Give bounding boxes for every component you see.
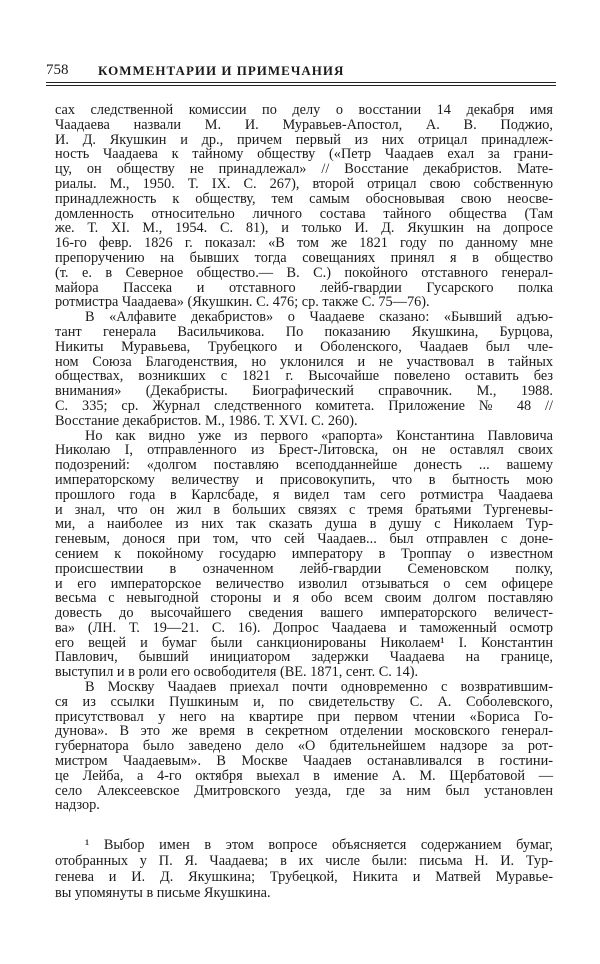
text-line: Никиты Муравьева, Трубецкого и Оболенского, Чаадаев был чле- — [55, 338, 553, 355]
text-line: Чаадаева назвали М. И. Муравьев-Апостол, А. В. Поджио, — [55, 116, 553, 133]
footnote-line: отобранных у П. Я. Чаадаева; в их числе были: письма Н. И. Тур- — [55, 853, 553, 869]
running-header — [46, 62, 556, 82]
running-title: КОММЕНТАРИИ И ПРИМЕЧАНИЯ — [98, 63, 345, 78]
text-line: выступил и в роли его освободителя (ВЕ. 1871, сент. С. 14). — [55, 664, 419, 681]
text-line: Но как видно уже из первого «рапорта» Константина Павловича — [85, 427, 553, 444]
text-line: В Москву Чаадаев приехал почти одновременно с возвратившим- — [85, 679, 553, 696]
paragraph — [55, 680, 553, 813]
text-line: его вещей и бумаг были санкционированы Николаем¹ I. Константин — [55, 634, 553, 651]
text-line: ва» (ЛН. Т. 19—21. С. 16). Допрос Чаадаева и таможенный осмотр — [55, 619, 553, 636]
text-line: ротмистра Чаадаева» (Якушкин. С. 476; ср. также С. 75—76). — [55, 294, 430, 311]
page-number: 758 — [46, 62, 69, 78]
text-line: внимания» (Декабристы. Биографический справочник. М., 1988. — [55, 383, 553, 400]
text-line: принадлежность к обществу, тем самым обосновывая свою неосве- — [55, 190, 553, 207]
text-line: Восстание декабристов. М., 1986. Т. XVI. С. 260). — [55, 412, 358, 429]
text-line: довесть до высочайшего сведения вашего императорского величест- — [55, 605, 553, 622]
text-line: С. 335; ср. Журнал следственного комитета. Приложение № 48 // — [55, 397, 553, 414]
paragraph — [55, 429, 553, 681]
text-line: подозрений: «долгом поставляю всеподданнейше донесть ... вашему — [55, 457, 553, 474]
text-line: риалы. М., 1950. Т. IX. С. 267), второй отрицал свою собственную — [55, 175, 553, 192]
footnote-line: генева и И. Д. Якушкина; Трубецкой, Никита и Матвей Муравье- — [55, 869, 553, 885]
text-line: ном Союза Благоденствия, но уклонился и не участвовал в тайных — [55, 353, 553, 370]
text-line: майора Пассека и отставного лейб-гвардии Гусарского полка — [55, 279, 553, 296]
footnote-line: ¹ Выбор имен в этом вопросе объясняется содержанием бумаг, — [85, 837, 553, 853]
text-line: присутствовал у него на квартире при первом чтении «Бориса Го- — [55, 708, 553, 725]
text-line: (т. е. в Северное общество.— В. С.) покойного отставного генерал- — [55, 264, 553, 281]
text-line: ся из ссылки Пушкиным и, по свидетельству С. А. Соболевского, — [55, 693, 553, 710]
text-line: же. Т. XI. М., 1954. С. 81), и только И. Д. Якушкин на допросе — [55, 220, 553, 237]
text-line: це Лейба, а 4-го октября выехал в имение А. М. Щербатовой — — [55, 767, 553, 784]
text-line: происшествии в означенном лейб-гвардии Семеновском полку, — [55, 560, 553, 577]
main-text — [55, 103, 553, 813]
header-rule-bottom — [46, 85, 556, 86]
text-line: тант генерала Васильчикова. По показанию Якушкина, Бурцова, — [55, 323, 553, 340]
paragraph — [55, 103, 553, 310]
text-line: Николаю I, отправленного из Брест-Литовска, он не оставлял своих — [55, 442, 553, 459]
text-line: село Алексеевское Дмитровского уезда, где за ним был установлен — [55, 782, 553, 799]
text-line: сением к покойному государю императору в Троппау о известном — [55, 545, 553, 562]
text-line: И. Д. Якушкин и др., причем первый из них отрицал принадлеж- — [55, 131, 553, 148]
text-line: императорскому величеству и присовокупить, что в бытность мою — [55, 471, 553, 488]
text-line: Павлович, бывший инициатором задержки Чаадаева на границе, — [55, 649, 553, 666]
text-line: весьма с невыгодной стороны и я обо всем своим долгом поставляю — [55, 590, 553, 607]
text-line: надзор. — [55, 797, 100, 814]
text-line: препоручению на бывших тогда совещаниях принял я в общество — [55, 249, 553, 266]
text-line: 16-го февр. 1826 г. показал: «В том же 1821 году по данному мне — [55, 235, 553, 252]
paragraph — [55, 310, 553, 428]
footnote-line: вы упомянуты в письме Якушкина. — [55, 885, 271, 901]
header-rule-top — [46, 82, 556, 83]
text-line: и его императорское величество изволил отзываться о сем офицере — [55, 575, 553, 592]
text-line: геневым, донося при том, что сей Чаадаев... был отправлен с доне- — [55, 531, 553, 548]
text-line: ми, а наиболее из них так сказать душа в душу с Николаем Тур- — [55, 516, 553, 533]
text-line: цу, он обществу не принадлежал» // Восстание декабристов. Мате- — [55, 161, 553, 178]
text-line: В «Алфавите декабристов» о Чаадаеве сказано: «Бывший адъю- — [85, 309, 553, 326]
text-line: ность Чаадаева к тайному обществу («Петр Чаадаев ехал за грани- — [55, 146, 553, 163]
text-line: мистром Чаадаевым». В Москве Чаадаев останавливался в гостини- — [55, 753, 553, 770]
text-line: обществах, возникших с 1821 г. Высочайше повелено оставить без — [55, 368, 553, 385]
text-line: дунова». В это же время в секретном отделении московского генерал- — [55, 723, 553, 740]
footnote — [55, 837, 553, 901]
text-line: прошлого года в Карлсбаде, я видел там сего ротмистра Чаадаева — [55, 486, 553, 503]
text-line: и знал, что он жил в больших связях с тремя братьями Тургеневы- — [55, 501, 553, 518]
text-line: сах следственной комиссии по делу о восстании 14 декабря имя — [55, 102, 553, 118]
text-line: губернатора было заведено дело «О бдительнейшем надзоре за рот- — [55, 738, 553, 755]
text-line: домленность относительно личного состава тайного общества (Там — [55, 205, 553, 222]
